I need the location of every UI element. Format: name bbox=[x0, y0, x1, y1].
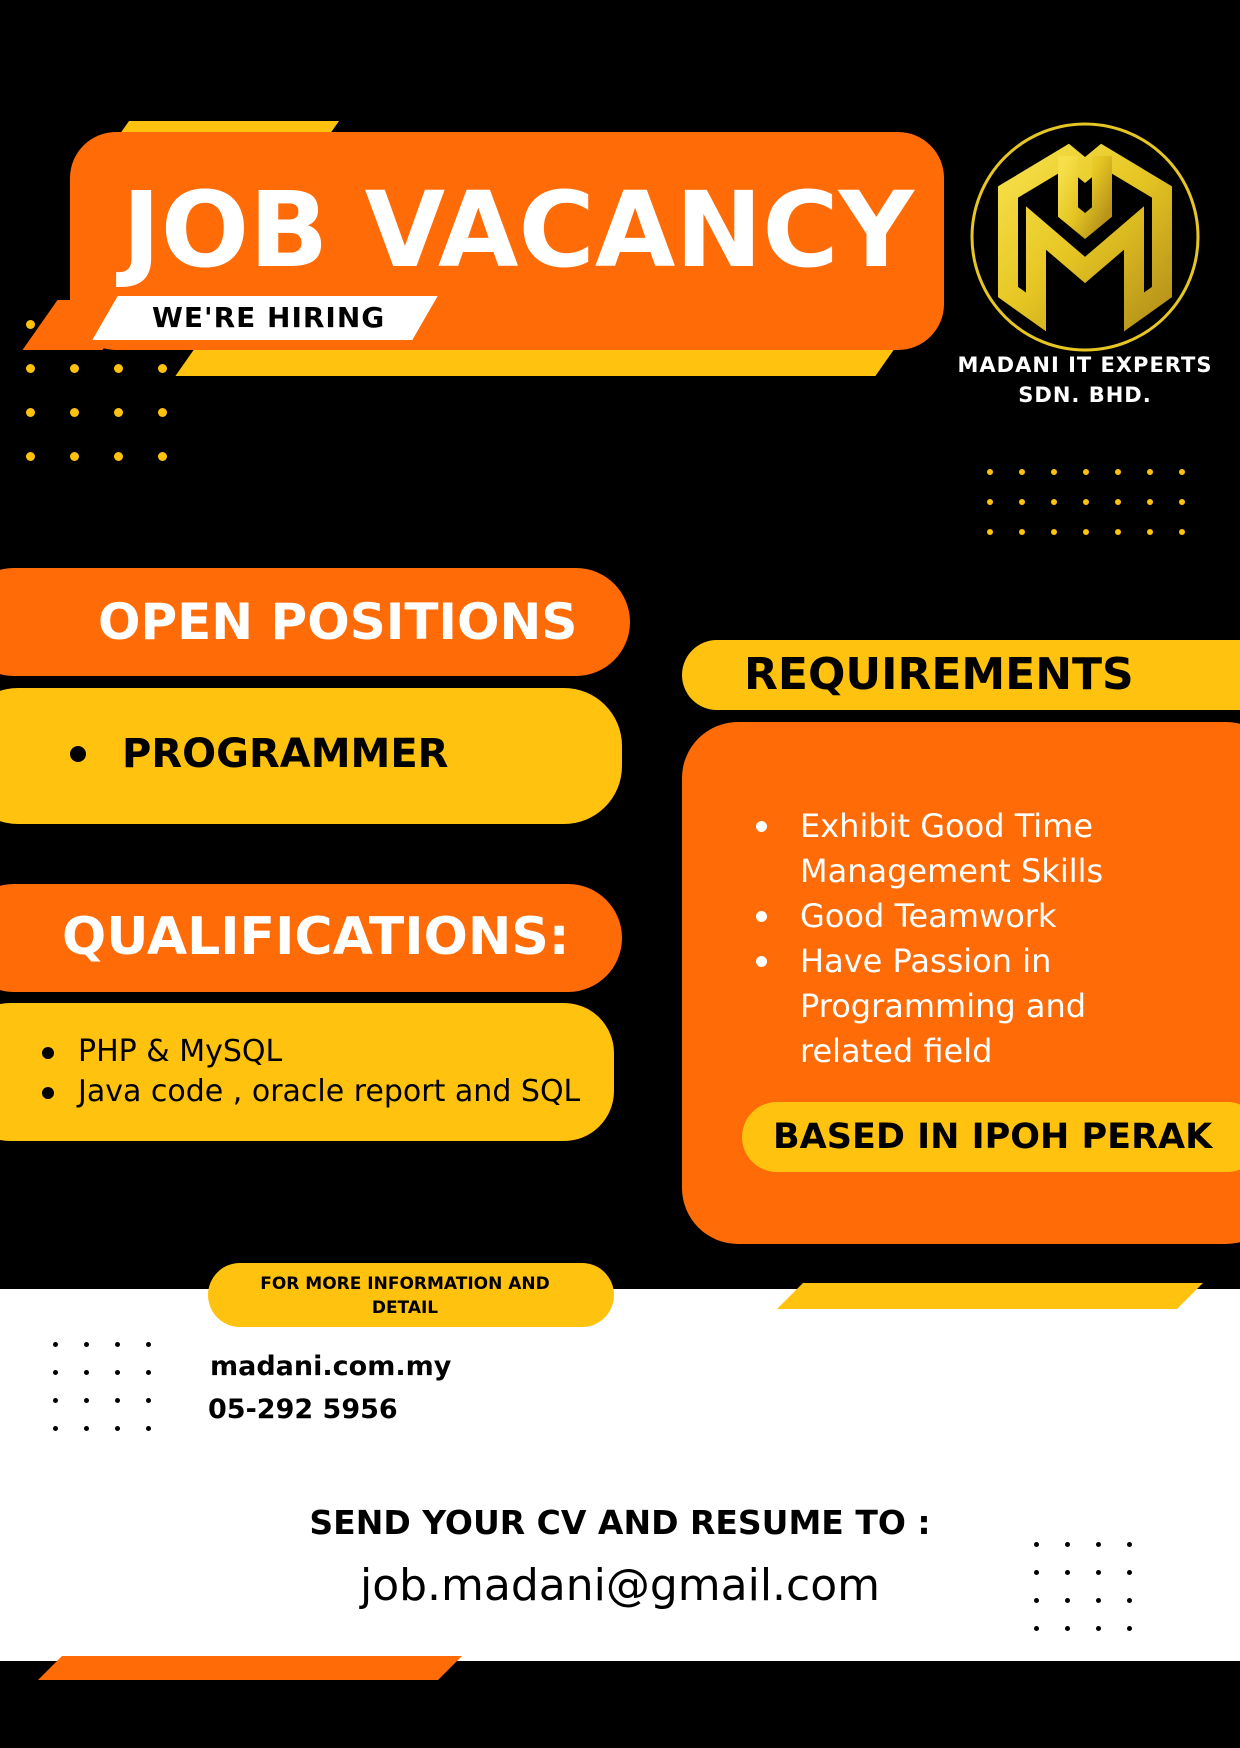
open-positions-title: OPEN POSITIONS bbox=[98, 593, 578, 651]
qualification-text: Java code , oracle report and SQL bbox=[78, 1074, 581, 1109]
qualifications-title: QUALIFICATIONS: bbox=[62, 907, 570, 967]
requirement-text: Have Passion in Programming and related field bbox=[800, 942, 1087, 1070]
send-cv-label: SEND YOUR CV AND RESUME TO : bbox=[309, 1503, 931, 1542]
list-item bbox=[752, 804, 1192, 894]
requirements-title: REQUIREMENTS bbox=[744, 649, 1134, 700]
list-item bbox=[40, 1032, 580, 1072]
bullet-icon bbox=[42, 1047, 54, 1059]
qualifications-list bbox=[40, 1032, 580, 1112]
more-info-line1: FOR MORE INFORMATION AND bbox=[260, 1274, 550, 1294]
dot-pattern-left-top bbox=[26, 320, 167, 461]
position-item: PROGRAMMER bbox=[122, 731, 449, 777]
more-info-line2: DETAIL bbox=[371, 1298, 439, 1318]
requirement-text: Exhibit Good Time Management Skills bbox=[800, 807, 1104, 890]
list-item bbox=[752, 894, 1192, 939]
bullet-icon bbox=[70, 746, 86, 762]
list-item bbox=[752, 939, 1192, 1074]
location-badge: BASED IN IPOH PERAK bbox=[773, 1117, 1213, 1157]
email-link[interactable]: job.madani@gmail.com bbox=[359, 1560, 881, 1611]
dot-pattern-left-bottom bbox=[53, 1342, 151, 1431]
bullet-icon bbox=[756, 956, 767, 967]
hiring-tag: WE'RE HIRING bbox=[152, 301, 386, 334]
more-info-badge bbox=[240, 1272, 570, 1320]
dot-pattern-right-top bbox=[987, 469, 1185, 535]
bullet-icon bbox=[756, 821, 767, 832]
company-name-line2: SDN. BHD. bbox=[1018, 383, 1152, 407]
footer-accent-stripe bbox=[38, 1656, 462, 1680]
bullet-icon bbox=[756, 911, 767, 922]
madani-m-logo-icon bbox=[968, 120, 1202, 354]
bullet-icon bbox=[42, 1087, 54, 1099]
qualification-text: PHP & MySQL bbox=[78, 1034, 283, 1069]
company-name-line1: MADANI IT EXPERTS bbox=[957, 353, 1213, 377]
website-link[interactable]: madani.com.my bbox=[210, 1351, 452, 1382]
poster-title: JOB VACANCY bbox=[122, 169, 914, 291]
phone-number[interactable]: 05-292 5956 bbox=[208, 1394, 398, 1425]
contact-accent-stripe bbox=[777, 1283, 1203, 1309]
requirements-list bbox=[752, 804, 1192, 1074]
list-item bbox=[40, 1072, 580, 1112]
company-name bbox=[940, 350, 1230, 410]
requirement-text: Good Teamwork bbox=[800, 897, 1057, 935]
